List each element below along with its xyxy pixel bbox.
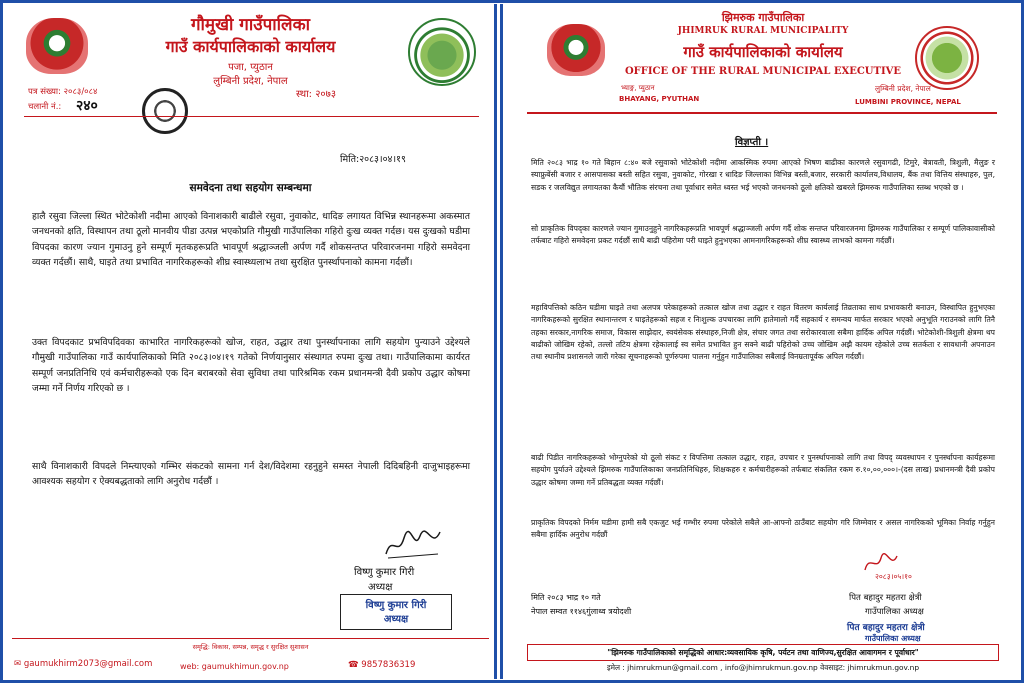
issue-date: मिति २०८३ भाद्र १० गते	[531, 593, 601, 602]
email-icon: ✉	[14, 659, 22, 669]
province-np: लुम्बिनी प्रदेश, नेपाल	[875, 84, 931, 93]
paragraph-3: साथै विनाशकारी विपदले निम्त्याएको गम्भिर संकटको सामना गर्न देश/विदेशमा रहनुहुने समस्त नेपाली दिदिबहिनी दाजुभाइहरूमा आवश्यक सहयोग र ऐक्यबद्धताको लागि अनुरोध गर्दछौं ।	[32, 461, 470, 488]
chalani-label: चलानी नं.:	[28, 102, 62, 112]
motto-box	[527, 644, 999, 661]
paragraph-1: हालै रसुवा जिल्ला स्थित भोटेकोशी नदीमा आएको विनाशकारी बाढीले रसुवा, नुवाकोट, धादिङ लगायत विभिन्न स्थानहरूमा अकस्मात जनधनको क्षति, विस्थापन तथा ठूलो मानवीय पीडा उत्पन्न भएकोप्रति गौमुखी गाउँपालिका गहिरो दुःख व्यक्त गर्दछ। यस दुःखको घडीमा विपदका कारण ज्यान गुमाउनु हुने सम्पूर्ण मृतकहरूप्रति भावपूर्ण श्रद्धाञ्जली अर्पण गर्दै शोकसन्तप्त परिवारजनमा गहिरो समवेदना व्यक्त गर्दछौं। साथै, घाइते तथा प्रभावित नागरिकहरूको शीघ्र स्वास्थ्यलाभ तथा सुरक्षित पुनर्स्थापनाको कामना गर्दछौं।	[32, 211, 470, 268]
address-line-1: पजा, प्युठान	[228, 62, 273, 73]
signature-icon	[378, 524, 448, 564]
office-stamp-icon	[142, 88, 188, 134]
footer-slogan: समृद्धि: विकास, सम्पन्न, समृद्ध र सुरक्षित सुशासन	[192, 643, 309, 651]
province-en: LUMBINI PROVINCE, NEPAL	[855, 98, 961, 106]
header-divider	[527, 112, 997, 114]
notice-title: विज्ञप्ती ।	[735, 137, 769, 148]
footer-contact: इमेल : jhimrukmun@gmail.com , info@jhimrukmun.gov.np वेवसाइट: jhimrukmun.gov.np	[606, 663, 920, 672]
municipality-name: गौमुखी गाउँपालिका	[190, 15, 311, 35]
name-stamp-name: विष्णु कुमार गिरी	[365, 600, 427, 611]
chalani-number: २४०	[76, 98, 98, 114]
established-year: स्था: २०७३	[296, 89, 337, 100]
paragraph-5: प्राकृतिक विपदको निर्मम घडीमा हामी सबै एकजुट भई गम्भीर रुपमा परेकोले सबैले आ-आफ्नो ठाउँबाट सहयोग गरि जिम्मेवार र असल नागरिकको भूमिका निर्वाह गर्नुहुन सबैमा हार्दिक अनुरोध गर्दछौं	[531, 518, 995, 540]
signatory-title: अध्यक्ष	[368, 582, 393, 593]
paragraph-2: उक्त विपदकाट प्रभविपदिवका काभारित नागरिकहरूको खोज, राहत, उद्धार तथा पुनर्स्थापनाका लागि सहयोग पुन्याउने उद्देश्यले गौमुखी गाउँपालिका गाउँ कार्यपालिकाको मिति २०८३।०४।१९ गतेको निर्णयानुसार संस्थागत रुपमा दुःख तथा। गाउँपालिकामा कार्यरत सम्पूर्ण जनप्रतिनिधि एवं कर्मचारीहरूको एक दिन बराबरको सेवा सुविधा तथा पारिश्रमिक रकम प्रधानमन्त्री दैवी प्रकोप उद्धार कोषमा जम्मा गर्ने निर्णय गरिएको छ ।	[32, 337, 470, 394]
municipality-name-en: JHIMRUK RURAL MUNICIPALITY	[677, 26, 849, 36]
paragraph-3: महाविपत्तिको कठिन घडीमा घाइते तथा अलपत्र परेकाहरूको तत्काल खोज तथा उद्धार र राहत वितरण कार्यलाई तिव्रताका साथ प्रभावकारी बनाउन, विस्थापित हुनुभएका नागरिकहरूको सुरक्षित स्थानान्तरण र घाइतेहरूको सहज र निःशुल्क उपचारका लागि हातेमालो गर्दै सहकार्य र समन्वय मार्फत सरकार भएको अनुभूति गराउनको लागि तिनै तहका सरकार,नागरिक समाज, विकास साझेदार, स्वयंसेवक संस्थाहरु,निजी क्षेत्र, संचार जगत तथा सरोकारवाला सबैमा हार्दिक अपिल गर्दछौं। भोटेकोशी-त्रिशुली क्षेत्रमा थप बाढीको जोखिम रहेको, तल्लो तटिय क्षेत्रमा रहेकालाई स्व समेत प्रभावित हुन सक्ने बाढी पहिरोको उच्च जोखिम अझै कायम रहेकोले उच्च सतर्कता र सावधानी अपनाउन तथा स्थानीय प्रशासनले जारी गरेका सूचनाहरूको पूर्णरुपमा पालना गर्नुहुन गाउँपालिका सबैलाई विनम्रतापूर्वक अपिल गर्दछौं।	[531, 303, 995, 362]
footer-motto: "झिमरुक गाउँपालिकाको समृद्धिको आधार:व्यवसायिक कृषि, पर्यटन तथा वाणिज्य,सुरक्षित आवागमन र पूर्वाधार"	[607, 648, 919, 657]
jhimruk-notice	[500, 4, 1020, 679]
gaumukhi-letter	[4, 4, 497, 679]
name-stamp-title: अध्यक्ष	[383, 614, 409, 625]
signatory-title: गाउँपालिका अध्यक्ष	[865, 607, 924, 617]
name-stamp	[340, 594, 452, 630]
office-title: गाउँ कार्यपालिकाको कार्यालय	[165, 37, 336, 56]
paragraph-2: सो प्राकृतिक विपद्का कारणले ज्यान गुमाउनुहुने नागरिकहरूप्रति भावपूर्ण श्रद्धाञ्जली अर्पण गर्दै शोक सन्तप्त परिवारजनमा झिमरुक गाउँपालिका र सम्पूर्ण पालिकावासीको तर्फबाट गहिरो समवेदना प्रकट गर्दछौं साथै बाढी पहिरोमा परी घाइते हुनुभएका आमनागरिकहरूको शीघ्र स्वास्थ्य लाभको कामना गर्दछौं।	[531, 224, 995, 246]
office-title-en: OFFICE OF THE RURAL MUNICIPAL EXECUTIVE	[624, 66, 902, 77]
nepal-sambat-date: नेपाल सम्वत ११४६गुंलाथ्व त्रयोदशी	[531, 607, 632, 616]
footer-phone: ☎ 9857836319	[348, 660, 416, 670]
stamp-name: पित बहादुर महतरा क्षेत्री	[847, 623, 925, 633]
stamp-title: गाउँपालिका अध्यक्ष	[865, 634, 921, 643]
phone-icon: ☎	[348, 660, 359, 670]
address-en: BHAYANG, PYUTHAN	[619, 95, 700, 103]
signatory-name: पित बहादुर महतरा क्षेत्री	[849, 593, 922, 603]
paragraph-4: बाढी पिडीत नागरिकहरूको भोग्नुपरेको यो ठूलो संकट र विपत्तिमा तत्काल उद्धार, राहत, उपचार र पुनर्स्थापनाको लागि तथा विपद् व्यवस्थापन र पुनर्स्थापना कार्यहरूमा सहयोग पुर्याउने उद्देश्यले झिमरुक गाउँपालिकाका जनप्रतिनिधिहरु, शिक्षकहरु र कर्मचारीहरूको तर्फबाट संकलित रकम रु.१०,००,०००।-(दस लाख) प्रधानमन्त्री दैवी प्रकोप उद्धार कोषमा जम्मा गर्ने प्रतिबद्धता व्यक्त गर्दछौं।	[531, 453, 995, 487]
address-np: भ्याङ्ग, प्युठान	[621, 84, 655, 92]
footer-divider	[12, 638, 489, 639]
signatory-name: विष्णु कुमार गिरी	[354, 567, 415, 578]
header-divider	[24, 116, 479, 117]
address-line-2: लुम्बिनी प्रदेश, नेपाल	[213, 76, 288, 87]
letter-date: मिति:२०८३।०४।१९	[340, 154, 406, 165]
municipality-name-np: झिमरुक गाउँपालिका	[721, 11, 805, 24]
footer-email: ✉ gaumukhirm2073@gmail.com	[14, 659, 153, 669]
footer-web: web: gaumukhimun.gov.np	[180, 662, 289, 671]
letter-subject: समवेदना तथा सहयोग सम्बन्धमा	[189, 182, 312, 194]
office-title-np: गाउँ कार्यपालिकाको कार्यालय	[683, 43, 843, 61]
paragraph-1: मिति २०८३ भाद्र १० गते बिहान ८:४० बजे रसुवाको भोटेकोशी नदीमा आकस्मिक रुपमा आएको भिषण बाढीका कारणले रसुवागढी, टिमुरे, बेत्रावती, त्रिशुली, मैलुङ र स्याफ्रुबेंसी बजार र आसपासका बस्ती सहित रसुवा, नुवाकोट, गोरखा र धादिङ जिल्लाका विभिन्न बस्ती,बजार, सरकारी कार्यालय,विधालय, बैंक तथा वित्तिय संस्थाहरु, पुल, सडक र जलविद्युत लगायतका कैयौं भौतिक संरचना तथा पूर्वाधार समेत ध्वस्त भई भएको जनधनको ठूलो क्षतिको खबरले झिमरुक गाउँपालिका स्तब्ध भएको छ ।	[531, 158, 995, 192]
letter-number: पत्र संख्या: २०८३/०८४	[28, 87, 98, 97]
signature-date: २०८३।०५।१०	[875, 572, 912, 581]
